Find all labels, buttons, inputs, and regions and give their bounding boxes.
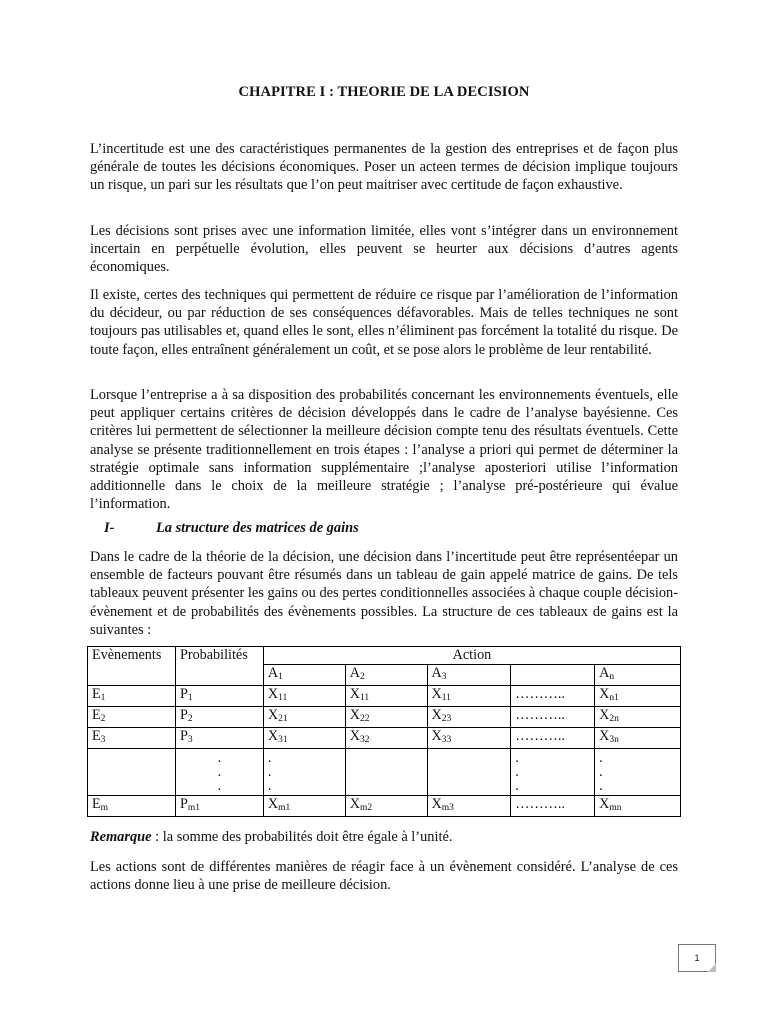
gains-matrix-table [87, 646, 681, 817]
gain-cell: $X_{22}$ [345, 707, 427, 728]
page-number-box [678, 944, 716, 972]
ellipsis-cell: ……….. [511, 686, 595, 707]
action-cell: $A_2$ [345, 665, 427, 686]
prob-cell: $P_{m1}$ [175, 796, 263, 817]
gain-cell: $X_{23}$ [427, 707, 511, 728]
action-cell: $A_1$ [263, 665, 345, 686]
prob-cell: $P_3$ [175, 728, 263, 749]
gain-cell: $X_{31}$ [263, 728, 345, 749]
empty-cell [427, 749, 511, 796]
gain-cell: $X_{m1}$ [263, 796, 345, 817]
remark [90, 829, 452, 846]
action-cell: $A_3$ [427, 665, 511, 686]
section-number: I- [104, 520, 115, 536]
dots-cell: . . . [263, 749, 345, 796]
gain-cell: $X_{mn}$ [595, 796, 681, 817]
ellipsis-cell: ……….. [511, 728, 595, 749]
action-cell: $A_n$ [595, 665, 681, 686]
gain-cell: $X_{11}$ [263, 686, 345, 707]
section-heading [104, 520, 359, 537]
paragraph-3: Il existe, certes des techniques qui permettent de réduire ce risque par l’amélioration de l’information du décideur, ou par réduction de ses conséquences défavorables. Mais de telles techniques ne sont toujours pas utilisables et, quand elles le sont, elles n’éliminent pas forcément la totalité du risque. De toute façon, elles entraînent généralement un coût, et se pose alors le problème de leur rentabilité. [90, 287, 678, 358]
table-dots-row [88, 749, 681, 796]
gain-cell: $X_{m3}$ [427, 796, 511, 817]
dots-cell: . . . [175, 749, 263, 796]
gain-cell: $X_{3n}$ [595, 728, 681, 749]
gain-cell: $X_{11}$ [345, 686, 427, 707]
table-row [88, 796, 681, 817]
paragraph-2: Les décisions sont prises avec une information limitée, elles vont s’intégrer dans un environnement incertain en perpétuelle évolution, elles peuvent se heurter aux décisions d’autres agents économiques. [90, 223, 678, 276]
gain-cell: $X_{11}$ [427, 686, 511, 707]
header-action: Action [263, 647, 680, 665]
section-title: La structure des matrices de gains [156, 520, 359, 536]
page-number: 1 [694, 953, 700, 963]
event-cell: $E_1$ [88, 686, 176, 707]
paragraph-6: Les actions sont de différentes manières de réagir face à un évènement considéré. L’analyse de ces actions donne lieu à une prise de meilleure décision. [90, 859, 678, 894]
dots-cell: . . . [511, 749, 595, 796]
gain-cell: $X_{21}$ [263, 707, 345, 728]
prob-cell: $P_2$ [175, 707, 263, 728]
action-cell [511, 665, 595, 686]
remark-label: Remarque [90, 829, 152, 845]
empty-cell [88, 749, 176, 796]
empty-cell [345, 749, 427, 796]
gain-cell: $X_{n1}$ [595, 686, 681, 707]
page-title: CHAPITRE I : THEORIE DE LA DECISION [238, 84, 530, 100]
event-cell: $E_2$ [88, 707, 176, 728]
prob-cell: $P_1$ [175, 686, 263, 707]
event-cell: $E_m$ [88, 796, 176, 817]
gain-cell: $X_{m2}$ [345, 796, 427, 817]
table-row [88, 707, 681, 728]
event-cell: $E_3$ [88, 728, 176, 749]
table-row [88, 728, 681, 749]
paragraph-4: Lorsque l’entreprise a à sa disposition des probabilités concernant les environnements éventuels, elle peut appliquer certains critères de décision développés dans le cadre de l’analyse bayésienne. Ces critères lui permettent de sélectionner la meilleure décision compte tenu des résultats éventuels. Cette analyse se présente traditionnellement en trois étapes : l’analyse a priori qui permet de déterminer la stratégie optimale sans information supplémentaire ;l’analyse aposteriori utilise l’information additionnelle dans le choix de la meilleure stratégie ; l’analyse pré-postérieure qui évalue l’information. [90, 387, 678, 513]
paragraph-5: Dans le cadre de la théorie de la décision, une décision dans l’incertitude peut être représentéepar un ensemble de facteurs pouvant être résumés dans un tableau de gain appelé matrice de gains. De tels tableaux peuvent présenter les gains ou des pertes conditionnelles associées à chaque couple décision-évènement et de probabilités des évènements possibles. La structure de ces tableaux de gains est la suivantes : [90, 549, 678, 638]
remark-text: : la somme des probabilités doit être égale à l’unité. [151, 829, 453, 845]
gain-cell: $X_{2n}$ [595, 707, 681, 728]
header-probabilities: Probabilités [175, 647, 263, 686]
table-header-row [88, 647, 681, 665]
table-row [88, 686, 681, 707]
paragraph-1: L’incertitude est une des caractéristiques permanentes de la gestion des entreprises et de façon plus générale de toutes les décisions économiques. Poser un acteen termes de décision implique toujours un risque, un pari sur les résultats que l’on peut maitriser avec certitude de façon exhaustive. [90, 141, 678, 194]
header-events: Evènements [88, 647, 176, 686]
gain-cell: $X_{33}$ [427, 728, 511, 749]
page-fold-icon [708, 964, 716, 972]
ellipsis-cell: ……….. [511, 796, 595, 817]
dots-cell: . . . [595, 749, 681, 796]
gain-cell: $X_{32}$ [345, 728, 427, 749]
ellipsis-cell: ……….. [511, 707, 595, 728]
